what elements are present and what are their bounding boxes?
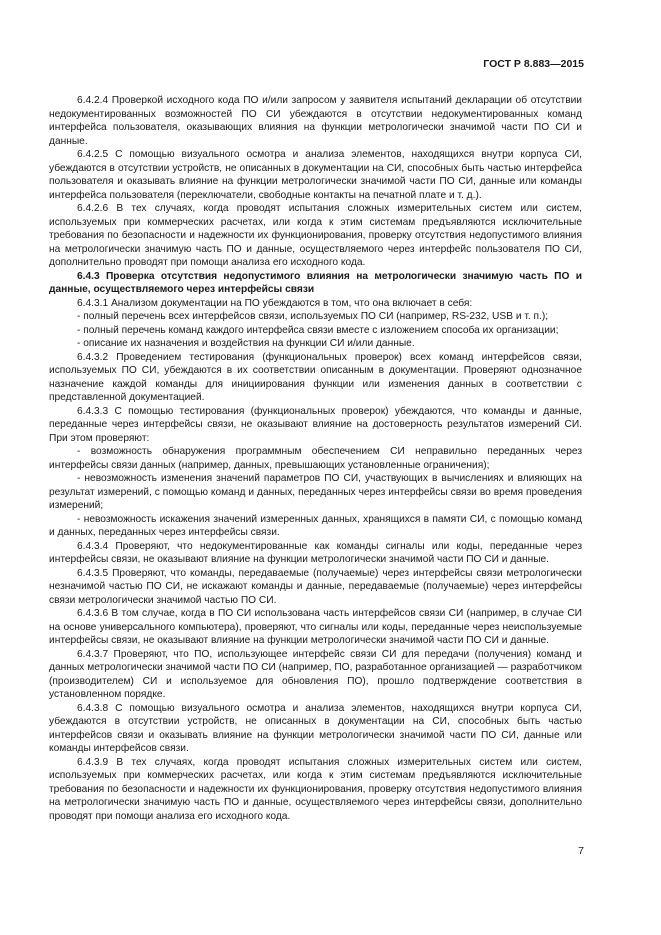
paragraph-6-4-2-6: 6.4.2.6 В тех случаях, когда проводят испытания сложных измерительных систем или систем, используемых при коммерческих расчетах, или когда к этим системам предъявляются исключительные требования по безопасности и надежности их функционирования, проверку отсутствия недопустимого влияния на метрологически значимую часть ПО и данные, осуществляемого через интерфейс пользователя ПО СИ, дополнительно проводят при помощи анализа его исходного кода.	[49, 203, 582, 268]
document-header: ГОСТ Р 8.883—2015	[483, 58, 584, 70]
paragraph-6-4-3-9: 6.4.3.9 В тех случаях, когда проводят испытания сложных измерительных систем или систем, используемых при коммерческих расчетах, или когда к этим системам предъявляются исключительные требования по безопасности и надежности их функционирования, проверку отсутствия недопустимого влияния на метрологически значимую часть ПО и данные, осуществляемого через интерфейсы связи, дополнительно проводят при помощи анализа его исходного кода.	[49, 756, 582, 822]
list-item: - возможность обнаружения программным обеспечением СИ неправильно переданных через интерфейсы связи данных (например, данных, превышающих установленные ограничения);	[49, 446, 582, 471]
paragraph-6-4-3-2: 6.4.3.2 Проведением тестирования (функциональных проверок) всех команд интерфейсов связи, используемых ПО СИ, убеждаются в их соответствии описанным в документации. Проверяют однозначное назначение каждой команды для инициирования функции или изменения данных в соответствии с представленной документацией.	[49, 351, 582, 403]
paragraph-6-4-3-7: 6.4.3.7 Проверяют, что ПО, использующее интерфейс связи СИ для передачи (получения) команд и данных метрологически значимой части ПО СИ (например, ПО, разработанное организацией — разработчиком (производителем) СИ и используемое для обновления ПО), прошло подтверждение соответствия в установленном порядке.	[49, 648, 582, 700]
paragraph-6-4-3-8: 6.4.3.8 С помощью визуального осмотра и анализа элементов, находящихся внутри корпуса СИ, убеждаются в отсутствии устройств, не описанных в документации на СИ, способных быть частью интерфейсов связи и оказывать влияние на функции метрологически значимой части ПО СИ, данные или команды интерфейсов связи.	[49, 702, 582, 754]
paragraph-6-4-3-3: 6.4.3.3 С помощью тестирования (функциональных проверок) убеждаются, что команды и данные, переданные через интерфейсы связи, не оказывают влияние на достоверность результатов измерений СИ. При этом проверяют:	[49, 405, 582, 444]
paragraph-6-4-3-6: 6.4.3.6 В том случае, когда в ПО СИ использована часть интерфейсов связи СИ (например, в случае СИ на основе универсального компьютера), проверяют, что сигналы или коды, переданные через неиспользуемые интерфейсы связи, не оказывают влияние на функции метрологически значимой части ПО СИ и данные.	[49, 608, 582, 646]
document-body	[49, 94, 582, 823]
page-number: 7	[578, 845, 584, 857]
list-item: - полный перечень всех интерфейсов связи, используемых ПО СИ (например, RS-232, USB и т. п.);	[77, 311, 549, 322]
paragraph-6-4-3-4: 6.4.3.4 Проверяют, что недокументированные как команды сигналы или коды, переданные через интерфейсы связи, не оказывают влияние на функции метрологически значимой части ПО СИ и данные.	[49, 540, 582, 565]
list-item: - невозможность искажения значений измеренных данных, хранящихся в памяти СИ, с помощью команд и данных, переданных через интерфейсы связи.	[49, 513, 582, 538]
paragraph-6-4-2-5: 6.4.2.5 С помощью визуального осмотра и анализа элементов, находящихся внутри корпуса СИ, убеждаются в отсутствии устройств, не описанных в документации на СИ, способных быть частью интерфейса пользователя и оказывать влияние на функции метрологически значимой части ПО СИ, данные или команды интерфейса пользователя (переключатели, свободные контакты на печатной плате и т. д.).	[49, 149, 582, 201]
paragraph-6-4-2-4: 6.4.2.4 Проверкой исходного кода ПО и/или запросом у заявителя испытаний декларации об отсутствии недокументированных возможностей ПО СИ убеждаются в отсутствии недокументированных команд интерфейса пользователя, оказывающих влияния на функции метрологически значимой части ПО СИ и данные.	[49, 95, 582, 147]
list-item: - невозможность изменения значений параметров ПО СИ, участвующих в вычислениях и влияющих на результат измерений, с помощью команд и данных, переданных через интерфейсы связи во время проведения измерений;	[49, 473, 582, 511]
paragraph-6-4-3-1: 6.4.3.1 Анализом документации на ПО убеждаются в том, что она включает в себя:	[77, 297, 473, 309]
paragraph-6-4-3-5: 6.4.3.5 Проверяют, что команды, передаваемые (получаемые) через интерфейсы связи метрологически незначимой частью ПО СИ, не искажают команды и данные, передаваемые (получаемые) через интерфейсы связи метрологически значимой частью ПО СИ.	[49, 567, 582, 606]
list-item: - описание их назначения и воздействия на функции СИ и/или данные.	[77, 338, 415, 349]
list-item: - полный перечень команд каждого интерфейса связи вместе с изложением способа их организации;	[77, 324, 559, 336]
section-heading-6-4-3: 6.4.3 Проверка отсутствия недопустимого влияния на метрологически значимую часть ПО и данные, осуществляемого через интерфейсы связи	[49, 270, 582, 295]
